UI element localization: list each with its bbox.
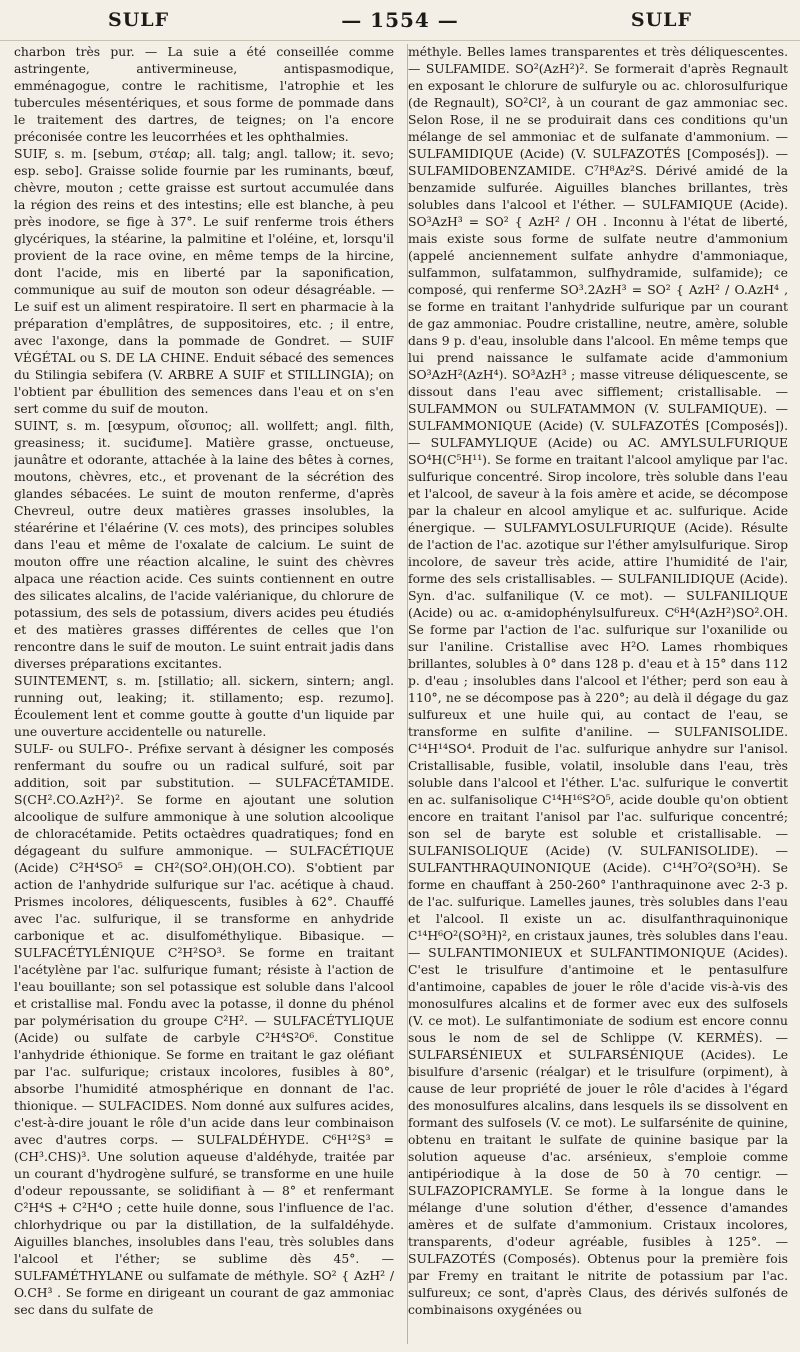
header-left-word: SULF <box>108 9 170 31</box>
page-number: — 1554 — <box>341 8 459 32</box>
entry-suintement: SUINTEMENT, s. m. [stillatio; all. sickern, sintern; angl. running out, leaking; it. stillamento; esp. rezumo]. Écoulement lent et comme goutte à goutte d'un liquide par une ouverture accidentelle ou naturelle. <box>14 674 394 739</box>
entry-sulf: SULF- ou SULFO-. Préfixe servant à désigner les composés renfermant du soufre ou un radical sulfuré, soit par addition, soit par substitution. — SULFACÉTAMIDE. S(CH².CO.AzH²)². Se forme en ajoutant une solution alcoolique de sulfure ammonique à une solution alcoolique de chloracétamide. Petits octaèdres quadratiques; fond en dégageant du sulfure ammonique. — SULFACÉTIQUE (Acide) C²H⁴SO⁵ = CH²(SO².OH)(OH.CO). S'obtient par action de l'anhydride sulfurique sur l'ac. acétique à chaud. Prismes incolores, déliquescents, fusibles à 62°. Chauffé avec l'ac. sulfurique, il se transforme en anhydride carbonique et ac. disulfométhylique. Bibasique. — SULFACÉTYLÉNIQUE C²H²SO³. Se forme en traitant l'acétylène par l'ac. sulfurique fumant; résiste à l'action de l'eau bouillante; son sel potassique est soluble dans l'alcool et cristallise mal. Fondu avec la potasse, il donne du phénol par polymérisation du groupe C²H². — SULFACÉTYLIQUE (Acide) ou sulfate de carbyle C²H⁴S²O⁶. Constitue l'anhydride éthionique. Se forme en traitant le gaz oléfiant par l'ac. sulfurique; cristaux incolores, fusibles à 80°, absorbe l'humidité atmosphérique en donnant de l'ac. thionique. — SULFACIDES. Nom donné aux sulfures acides, c'est-à-dire jouant le rôle d'un acide dans leur combinaison avec d'autres corps. — SULFALDÉHYDE. C⁶H¹²S³ = (CH³.CHS)³. Une solution aqueuse d'aldéhyde, traitée par un courant d'hydrogène sulfuré, se transforme en une huile d'odeur repoussante, se solidifiant à — 8° et renfermant C²H⁴S + C²H⁴O ; cette huile donne, sous l'influence de l'ac. chlorhydrique ou par la distillation, de la sulfaldéhyde. Aiguilles blanches, insolubles dans l'eau, très solubles dans l'alcool et l'éther; se sublime dès 45°. — SULFAMÉTHYLANE ou sulfamate de méthyle. SO² { AzH² / O.CH³ . Se forme en dirigeant un courant de gaz ammoniac sec dans du sulfate de <box>14 742 394 1317</box>
left-column <box>14 44 394 1344</box>
two-column-body <box>14 44 788 1344</box>
entry-suif: SUIF, s. m. [sebum, στέαρ; all. talg; angl. tallow; it. sevo; esp. sebo]. Graisse solide fournie par les ruminants, bœuf, chèvre, mouton ; cette graisse est surtout accumulée dans la région des reins et des intestins; elle est blanche, à peu près inodore, se fige à 37°. Le suif renferme trois éthers glycériques, la stéarine, la palmitine et l'oléine, et, lorsqu'il provient de la race ovine, en même temps de la hircine, dont l'acide, mis en liberté par la saponification, communique au suif de mouton son odeur désagréable. — Le suif est un aliment respiratoire. Il sert en pharmacie à la préparation d'emplâtres, de suppositoires, etc. ; il entre, avec l'axonge, dans la pommade de Gondret. — SUIF VÉGÉTAL ou S. DE LA CHINE. Enduit sébacé des semences du Stilingia sebifera (V. ARBRE A SUIF et STILLINGIA); on l'obtient par ébullition des semences dans l'eau et on s'en sert comme du suif de mouton. <box>14 147 394 416</box>
entry-suint: SUINT, s. m. [œsypum, οἴσυπος; all. wollfett; angl. filth, greasiness; it. suciđume]. Matière grasse, onctueuse, jaunâtre et odorante, attachée à la laine des bêtes à cornes, moutons, chèvres, etc., et provenant de la sécrétion des glandes sébacées. Le suint de mouton renferme, d'après Chevreul, outre deux matières grasses insolubles, la stéarérine et l'élaérine (V. ces mots), des principes solubles dans l'eau et même de l'oxalate de calcium. Le suint de mouton offre une réaction alcaline, le suint des chèvres alpaca une réaction acide. Ces suints contiennent en outre des silicates alcalins, de l'acide valérianique, du chlorure de potassium, des sels de potassium, divers acides peu étudiés et des matières grasses différentes de celles que l'on rencontre dans le suif de mouton. Le suint entrait jadis dans diverses préparations excitantes. <box>14 419 394 671</box>
running-header <box>0 0 800 41</box>
entry-sulf-continued: méthyle. Belles lames transparentes et très déliquescentes. — SULFAMIDE. SO²(AzH²)². Se formerait d'après Regnault en exposant le chlorure de sulfuryle ou ac. chlorosulfurique (de Regnault), SO²Cl², à un courant de gaz ammoniac sec. Selon Rose, il ne se produirait dans ces conditions qu'un mélange de sel ammoniac et de sulfanate d'ammonium. — SULFAMIDIQUE (Acide) (V. SULFAZOTÉS [Composés]). — SULFAMIDOBENZAMIDE. C⁷H⁸Az²S. Dérivé amidé de la benzamide sulfurée. Aiguilles blanches brillantes, très solubles dans l'alcool et l'éther. — SULFAMIQUE (Acide). SO³AzH³ = SO² { AzH² / OH . Inconnu à l'état de liberté, mais existe sous forme de sulfate neutre d'ammonium (appelé anciennement sulfate anhydre d'ammoniaque, sulfammon, sulfatammon, sulfhydramide, sulfamide); ce composé, qui renferme SO³.2AzH³ = SO² { AzH² / O.AzH⁴ , se forme en traitant l'anhydride sulfurique par un courant de gaz ammoniac. Poudre cristalline, neutre, amère, soluble dans 9 p. d'eau, insoluble dans l'alcool. En même temps que lui prend naissance le sulfamate acide d'ammonium SO³AzH²(AzH⁴). SO³AzH³ ; masse vitreuse déliquescente, se dissout dans l'eau avec sifflement; cristallisable. — SULFAMMON ou SULFATAMMON (V. SULFAMIQUE). — SULFAMMONIQUE (Acide) (V. SULFAZOTÉS [Composés]). — SULFAMYLIQUE (Acide) ou AC. AMYLSULFURIQUE SO⁴H(C⁵H¹¹). Se forme en traitant l'alcool amylique par l'ac. sulfurique concentré. Sirop incolore, très soluble dans l'eau et l'alcool, de saveur à la fois amère et acide, se décompose par la chaleur en alcool amylique et ac. sulfurique. Acide énergique. — SULFAMYLOSULFURIQUE (Acide). Résulte de l'action de l'ac. azotique sur l'éther amylsulfurique. Sirop incolore, de saveur très acide, attire l'humidité de l'air, forme des sels cristallisables. — SULFANILIDIQUE (Acide). Syn. d'ac. sulfanilique (V. ce mot). — SULFANILIQUE (Acide) ou ac. α-amidophénylsulfureux. C⁶H⁴(AzH²)SO².OH. Se forme par l'action de l'ac. sulfurique sur l'oxanilide ou sur l'aniline. Cristallise avec H²O. Lames rhombiques brillantes, solubles à 0° dans 128 p. d'eau et à 15° dans 112 p. d'eau ; insolubles dans l'alcool et l'éther; perd son eau à 110°, ne se décompose pas à 220°; au delà il dégage du gaz sulfureux et une huile qui, au contact de l'eau, se transforme en sulfite d'aniline. — SULFANISOLIDE. C¹⁴H¹⁴SO⁴. Produit de l'ac. sulfurique anhydre sur l'anisol. Cristallisable, fusible, volatil, insoluble dans l'eau, très soluble dans l'alcool et l'éther. L'ac. sulfurique le convertit en ac. sulfanisolique C¹⁴H¹⁶S²O⁵, acide double qu'on obtient encore en traitant l'anisol par l'ac. sulfurique concentré; son sel de baryte est soluble et cristallisable. — SULFANISOLIQUE (Acide) (V. SULFANISOLIDE). — SULFANTHRAQUINONIQUE (Acide). C¹⁴H⁷O²(SO³H). Se forme en chauffant à 250-260° l'anthraquinone avec 2-3 p. de l'ac. sulfurique. Lamelles jaunes, très solubles dans l'eau et l'alcool. Il existe un ac. disulfanthraquinonique C¹⁴H⁶O²(SO³H)², en cristaux jaunes, très solubles dans l'eau. — SULFANTIMONIEUX et SULFANTIMONIQUE (Acides). C'est le trisulfure d'antimoine et le pentasulfure d'antimoine, capables de jouer le rôle d'acide vis-à-vis des monosulfures alcalins et de former avec eux des sulfosels (V. ce mot). Le sulfantimoniate de sodium est encore connu sous le nom de sel de Schlippe (V. KERMÈS). — SULFARSÉNIEUX et SULFARSÉNIQUE (Acides). Le bisulfure d'arsenic (réalgar) et le trisulfure (orpiment), à cause de leur propriété de jouer le rôle d'acides à l'égard des monosulfures alcalins, dans lesquels ils se dissolvent en formant des sulfosels (V. ce mot). Le sulfarsénite de quinine, obtenu en traitant le sulfate de quinine basique par la solution aqueuse d'ac. arsénieux, s'emploie comme antipériodique à la dose de 50 à 70 centigr. — SULFAZOPICRAMYLE. Se forme à la longue dans le mélange d'une solution d'éther, d'essence d'amandes amères et de sulfate d'ammonium. Cristaux incolores, transparents, d'odeur agréable, fusibles à 125°. — SULFAZOTÉS (Composés). Obtenus pour la première fois par Fremy en traitant le nitrite de potassium par l'ac. sulfureux; ce sont, d'après Claus, des dérivés sulfonés de combinaisons oxygénées ou <box>408 45 788 1317</box>
header-right-word: SULF <box>630 9 692 31</box>
entry-suie-end: charbon très pur. — La suie a été conseillée comme astringente, antivermineuse, antispasmodique, emménagogue, contre le rachitisme, l'atrophie et les tubercules mésentériques, et sous forme de pommade dans le traitement des dartres, de teignes; on l'a encore préconisée contre les leucorrhées et les ophthalmies. <box>14 45 394 144</box>
right-column <box>408 44 788 1344</box>
